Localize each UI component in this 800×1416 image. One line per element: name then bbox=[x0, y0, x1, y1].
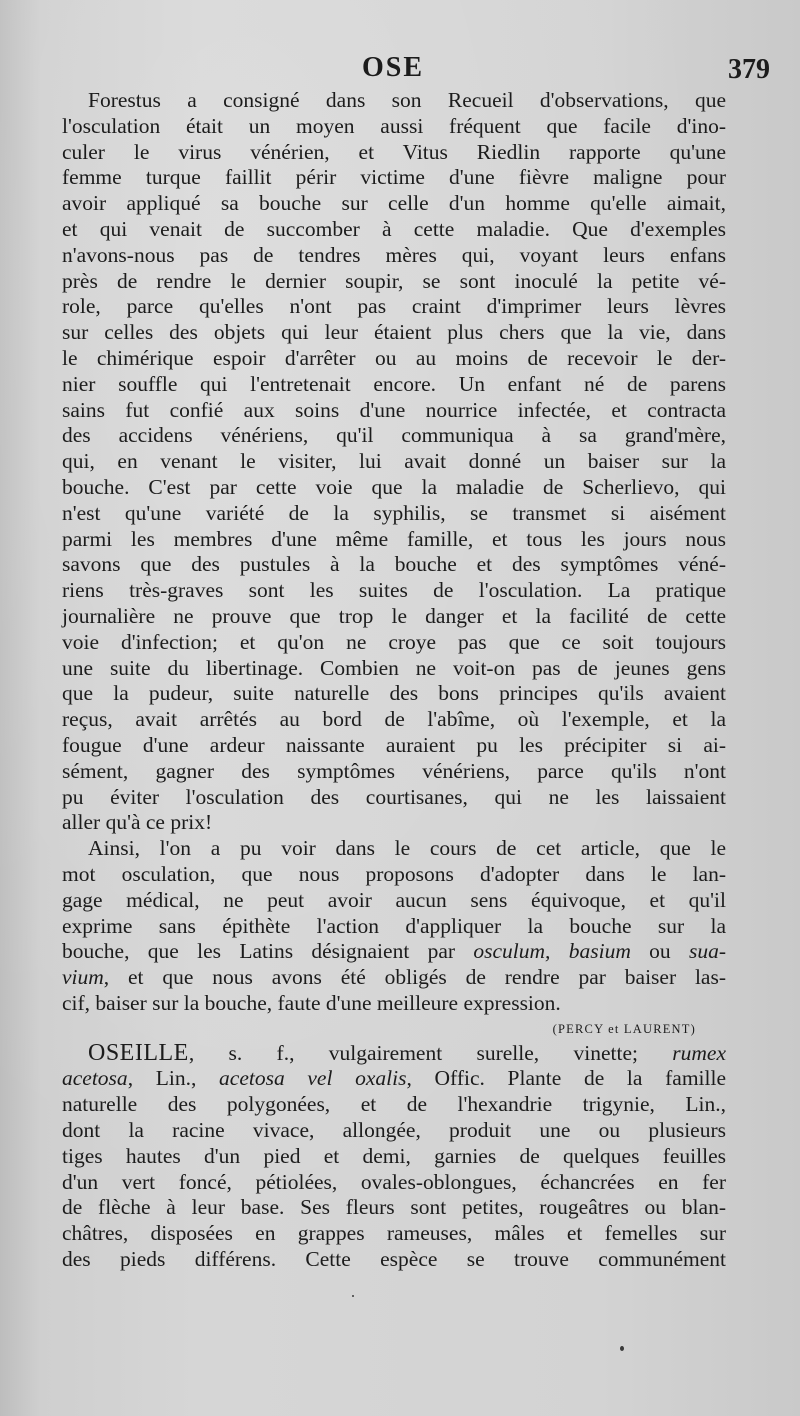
print-speck bbox=[620, 1346, 624, 1351]
text-line: pu éviter l'osculation des courtisanes, qui ne les laissaient bbox=[62, 784, 726, 809]
text-line: culer le virus vénérien, et Vitus Riedlin rapporte qu'une bbox=[62, 139, 726, 164]
text-line: d'un vert foncé, pétiolées, ovales-oblongues, échancrées en fer bbox=[62, 1169, 726, 1194]
text-line: sur celles des objets qui leur étaient plus chers que la vie, dans bbox=[62, 320, 726, 345]
text-line: sains fut confié aux soins d'une nourrice infectée, et contracta bbox=[62, 397, 726, 422]
author-signature: (PERCY et LAURENT) bbox=[552, 1021, 696, 1036]
running-head bbox=[0, 52, 800, 88]
text-line: savons que des pustules à la bouche et des symptômes véné- bbox=[62, 552, 726, 577]
text-line: OSEILLE, s. f., vulgairement surelle, vinette; rumex bbox=[88, 1039, 726, 1066]
text-line: exprime sans épithète l'action d'appliquer la bouche sur la bbox=[62, 913, 726, 938]
text-line: l'osculation était un moyen aussi fréquent que facile d'ino- bbox=[62, 113, 726, 138]
running-head-title: OSE bbox=[362, 52, 425, 83]
text-line: cif, baiser sur la bouche, faute d'une meilleure expression. bbox=[62, 990, 561, 1015]
text-line: et qui venait de succomber à cette maladie. Que d'exemples bbox=[62, 216, 726, 241]
text-line: Ainsi, l'on a pu voir dans le cours de cet article, que le bbox=[88, 836, 726, 861]
text-line: role, parce qu'elles n'ont pas craint d'imprimer leurs lèvres bbox=[62, 294, 726, 319]
text-line: journalière ne prouve que trop le danger et la facilité de cette bbox=[62, 603, 726, 628]
text-line: fougue d'une ardeur naissante auraient pu les précipiter si ai- bbox=[62, 732, 726, 757]
text-line: des accidens vénériens, qu'il communiqua à sa grand'mère, bbox=[62, 423, 726, 448]
text-line: de flèche à leur base. Ses fleurs sont petites, rougeâtres ou blan- bbox=[62, 1195, 726, 1220]
text-line: naturelle des polygonées, et de l'hexandrie trigynie, Lin., bbox=[62, 1092, 726, 1117]
body-text bbox=[62, 88, 726, 1273]
text-line: riens très-graves sont les suites de l'osculation. La pratique bbox=[62, 578, 726, 603]
text-line: le chimérique espoir d'arrêter ou au moins de recevoir le der- bbox=[62, 345, 726, 370]
text-line: vium, et que nous avons été obligés de rendre par baiser las- bbox=[62, 965, 726, 990]
text-line: des pieds différens. Cette espèce se trouve communément bbox=[62, 1247, 726, 1272]
text-line: voie d'infection; et qu'on ne croye pas que ce soit toujours bbox=[62, 629, 726, 654]
text-line: acetosa, Lin., acetosa vel oxalis, Offic. Plante de la famille bbox=[62, 1066, 727, 1091]
text-line: parmi les membres d'une même famille, et tous les jours nous bbox=[62, 526, 726, 551]
text-line: n'avons-nous pas de tendres mères qui, voyant leurs enfans bbox=[62, 242, 726, 267]
page-number: 379 bbox=[728, 54, 770, 85]
text-line: que la pudeur, suite naturelle des bons principes qu'ils avaient bbox=[62, 681, 726, 706]
text-line: n'est qu'une variété de la syphilis, se transmet si aisément bbox=[62, 500, 726, 525]
text-line: tiges hautes d'un pied et demi, garnies de quelques feuilles bbox=[62, 1143, 726, 1168]
text-line: près de rendre le dernier soupir, se sont inoculé la petite vé- bbox=[62, 268, 726, 293]
text-line: sément, gagner des symptômes vénériens, parce qu'ils n'ont bbox=[62, 758, 726, 783]
text-line: dont la racine vivace, allongée, produit une ou plusieurs bbox=[62, 1118, 726, 1143]
text-line: Forestus a consigné dans son Recueil d'observations, que bbox=[88, 88, 726, 112]
text-line: châtres, disposées en grappes rameuses, mâles et femelles sur bbox=[62, 1221, 726, 1246]
text-line: gage médical, ne peut avoir aucun sens équivoque, et qu'il bbox=[62, 887, 726, 912]
text-line: une suite du libertinage. Combien ne voit-on pas de jeunes gens bbox=[62, 655, 726, 680]
print-speck bbox=[352, 1295, 354, 1297]
text-line: bouche. C'est par cette voie que la maladie de Scherlievo, qui bbox=[62, 474, 726, 499]
text-line: mot osculation, que nous proposons d'adopter dans le lan- bbox=[62, 861, 726, 886]
text-line: avoir appliqué sa bouche sur celle d'un homme qu'elle aimait, bbox=[62, 191, 726, 216]
text-line: femme turque faillit périr victime d'une fièvre maligne pour bbox=[62, 165, 726, 190]
text-line: reçus, avait arrêtés au bord de l'abîme, où l'exemple, et la bbox=[62, 707, 726, 732]
text-line: qui, en venant le visiter, lui avait donné un baiser sur la bbox=[62, 449, 726, 474]
text-line: aller qu'à ce prix! bbox=[62, 810, 213, 835]
text-line: nier souffle qui l'entretenait encore. Un enfant né de parens bbox=[62, 371, 726, 396]
text-line: bouche, que les Latins désignaient par osculum, basium ou sua- bbox=[62, 939, 726, 964]
